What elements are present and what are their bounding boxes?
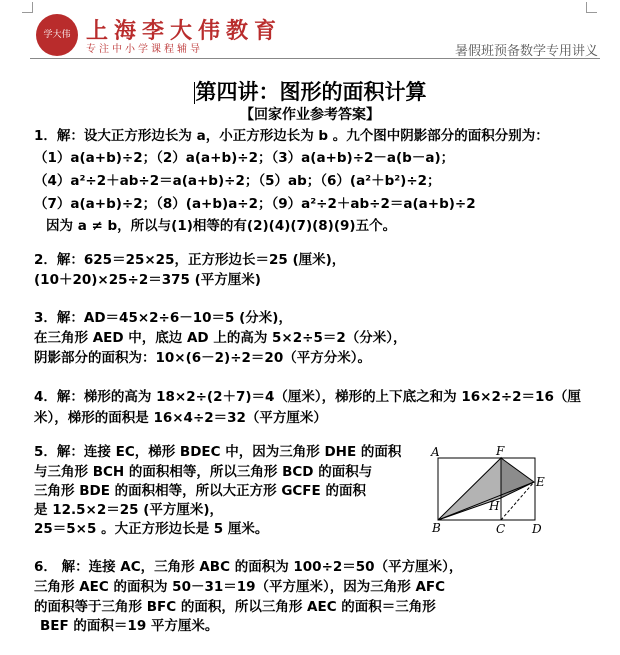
answer-line: 2．解：625＝25×25，正方形边长＝25 (厘米)， — [34, 252, 346, 268]
brand-logo — [36, 14, 78, 56]
answer-line: 25＝5×5 。大正方形边长是 5 厘米。 — [34, 521, 269, 537]
figure-label-f: F — [496, 446, 505, 458]
answer-line: 3．解：AD＝45×2÷6－10＝5 (分米)， — [34, 310, 292, 326]
answer-line: 因为 a ≠ b，所以与(1)相等的有(2)(4)(7)(8)(9)五个。 — [46, 218, 397, 234]
answer-line: 的面积等于三角形 BFC 的面积，所以三角形 AEC 的面积＝三角形 — [34, 599, 436, 615]
figure-dark-triangle — [501, 458, 534, 498]
figure-label-b: B — [432, 521, 441, 535]
crop-mark-left — [22, 2, 33, 13]
answer-line: 1．解：设大正方形边长为 a，小正方形边长为 b 。九个图中阴影部分的面积分别为： — [34, 128, 549, 144]
header-divider — [30, 58, 600, 59]
answer-line: （1）a(a+b)÷2；（2）a(a+b)÷2；（3）a(a+b)÷2－a(b－a)； — [34, 150, 455, 166]
answer-line: 与三角形 BCH 的面积相等，所以三角形 BCD 的面积与 — [34, 464, 373, 480]
answer-line: 三角形 AEC 的面积为 50－31＝19（平方厘米），因为三角形 AFC — [34, 579, 446, 595]
answer-line: 阴影部分的面积为：10×(6－2)÷2＝20（平方分米）。 — [34, 350, 371, 366]
figure-label-a: A — [431, 446, 440, 459]
answer-line: 是 12.5×2＝25 (平方厘米)， — [34, 502, 224, 518]
answer-line: 4．解：梯形的高为 18×2÷(2＋7)＝4（厘米），梯形的上下底之和为 16×2÷2＝16（厘 — [34, 389, 581, 405]
answer-line: （4）a²÷2＋ab÷2＝a(a+b)÷2；（5）ab；（6）(a²＋b²)÷2； — [34, 173, 441, 189]
text-cursor — [194, 82, 195, 104]
answer-line: 6． 解：连接 AC，三角形 ABC 的面积为 100÷2＝50（平方厘米）， — [34, 559, 463, 575]
answer-line: （7）a(a+b)÷2；（8）(a+b)a÷2；（9）a²÷2＋ab÷2＝a(a+b)÷2 — [34, 196, 476, 212]
logo-text: 学大伟 — [43, 30, 71, 40]
crop-mark-right — [586, 2, 597, 13]
answer-line: 三角形 BDE 的面积相等，所以大正方形 GCFE 的面积 — [34, 483, 366, 499]
figure-label-h: H — [489, 499, 500, 513]
page-title — [0, 76, 620, 106]
brand-slogan: 专注中小学课程辅导 — [86, 44, 203, 55]
figure-label-c: C — [496, 522, 506, 536]
answer-line: 米），梯形的面积是 16×4÷2＝32（平方厘米） — [34, 410, 327, 426]
page-header — [0, 0, 620, 62]
course-title: 暑假班预备数学专用讲义 — [454, 44, 598, 59]
answer-line: (10＋20)×25÷2＝375 (平方厘米) — [34, 272, 261, 288]
figure-label-d: D — [532, 522, 542, 536]
answer-line: 5．解：连接 EC，梯形 BDEC 中，因为三角形 DHE 的面积 — [34, 444, 402, 460]
brand-name: 上海李大伟教育 — [86, 19, 283, 44]
answer-line: BEF 的面积＝19 平方厘米。 — [40, 618, 219, 634]
answer-line: 在三角形 AED 中，底边 AD 上的高为 5×2÷5＝2（分米）， — [34, 330, 407, 346]
figure-label-e: E — [536, 475, 545, 489]
page-subtitle: 【回家作业参考答案】 — [240, 107, 380, 123]
geometry-figure — [428, 446, 548, 538]
page-title-text: 第四讲：图形的面积计算 — [195, 80, 427, 104]
